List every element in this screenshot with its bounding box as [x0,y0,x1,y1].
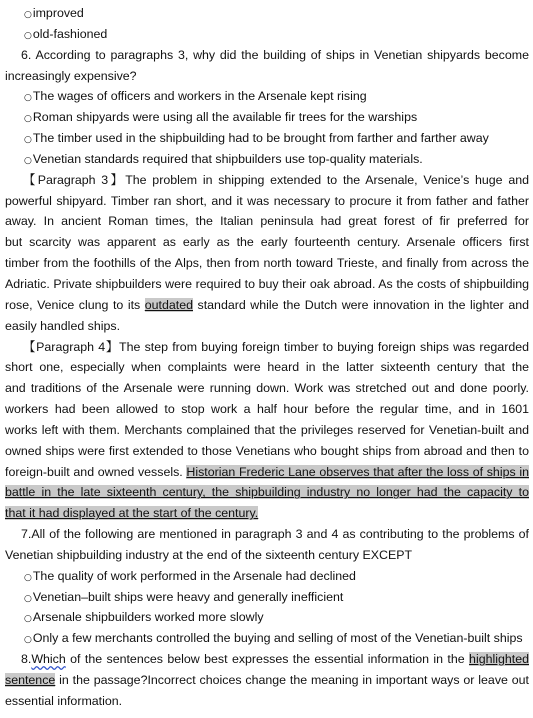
radio-bullet-icon: ○ [24,155,32,166]
paragraph-4-line-6: owned ships were first extended to those Venetians who bought ships from abroad and then to [5,443,529,458]
radio-bullet-icon: ○ [24,10,32,20]
radio-bullet-icon: ○ [24,135,32,146]
q6-option-roman-shipyards[interactable]: ○Roman shipyards were using all the available fir trees for the warships [24,110,418,125]
q7-option-heavy-ships[interactable]: ○Venetian–built ships were heavy and generally inefficient [24,589,344,604]
q6-option-wages[interactable]: ○The wages of officers and workers in the Arsenale kept rising [24,89,367,104]
radio-bullet-icon: ○ [24,114,32,125]
highlighted-word-outdated[interactable]: outdated [144,297,193,312]
paragraph-4-line-8 [5,482,529,503]
question-7-line-1: 7.All of the following are mentioned in paragraph 3 and 4 as contributing to the problems of [21,527,529,542]
paragraph-3-line-1: 【Paragraph 3】The problem in shipping extended to the Arsenale, Venice’s huge and [23,172,529,187]
highlighted-sentence-part-1[interactable]: Historian Frederic Lane observes that after the loss of ships in [186,464,529,479]
paragraph-4-line-2: short one, especially when complaints were heard in the latter sixteenth century that the [5,360,529,375]
radio-bullet-icon: ○ [24,572,32,583]
highlighted-word-sentence: sentence [5,673,56,687]
paragraph-4-line-5: works left with them. Merchants complained that the privileges reserved for Venetian-built and [5,422,529,437]
option-old-fashioned[interactable]: ○old-fashioned [24,26,108,41]
paragraph-3-line-4: but scarcity was apparent as early as the early fourteenth century. Arsenale officers first [5,235,529,250]
option-improved[interactable]: ○improved [24,6,84,20]
radio-bullet-icon: ○ [24,635,32,646]
paragraph-4-line-9 [5,503,529,524]
highlighted-sentence-part-2[interactable]: battle in the late sixteenth century, the shipbuilding industry no longer had the capacity to [5,485,529,503]
paragraph-4-line-3: and traditions of the Arsenale were running down. Work was stretched out and done poorly. [5,381,529,396]
question-6-line-1: 6. According to paragraphs 3, why did the building of ships in Venetian shipyards become [21,47,529,62]
paragraph-3-line-3: away. In ancient Roman times, the Italian peninsula had great forest of fir preferred for [5,214,529,229]
q6-option-timber-farther[interactable]: ○The timber used in the shipbuilding had to be brought from farther and farther away [24,131,489,146]
highlighted-sentence-part-3[interactable]: that it had displayed at the start of the century. [5,506,259,521]
paragraph-3-line-8: easily handled ships. [5,318,121,333]
q7-option-quality-declined[interactable]: ○The quality of work performed in the Arsenale had declined [24,568,356,583]
radio-bullet-icon: ○ [24,614,32,625]
radio-bullet-icon: ○ [24,30,32,41]
paragraph-4-line-1: 【Paragraph 4】The step from buying foreign timber to buying foreign ships was regarded [23,339,529,354]
question-8-line-3: essential information. [5,693,123,708]
paragraph-3-line-5: timber from the foothills of the Alps, then from north toward Trieste, and finally from across the [5,256,529,271]
paragraph-3-line-6: Adriatic. Private shipbuilders were required to buy their oak abroad. As the costs of shipbuilding [5,276,529,291]
q7-option-worked-slowly[interactable]: ○Arsenale shipbuilders worked more slowly [24,610,264,625]
radio-bullet-icon: ○ [24,93,32,104]
q6-option-venetian-standards[interactable]: ○Venetian standards required that shipbuilders use top-quality materials. [24,151,423,166]
spellcheck-word-which: Which [31,652,66,667]
paragraph-3-line-2: powerful shipyard. Timber ran short, and it was necessary to procure it from father and father [5,193,529,208]
highlighted-word-highlighted: highlighted [469,652,529,667]
paragraph-4-line-7: foreign-built and owned vessels. Historian Frederic Lane observes that after the loss of ships in [5,464,529,479]
q7-option-few-merchants[interactable]: ○Only a few merchants controlled the buying and selling of most of the Venetian-built ships [24,631,523,646]
question-6-line-2: increasingly expensive? [5,68,137,83]
paragraph-3-line-7: rose, Venice clung to its outdated standard while the Dutch were innovation in the lighter and [5,297,529,312]
radio-bullet-icon: ○ [24,593,32,604]
question-8-line-1: 8.Which of the sentences below best expresses the essential information in the highlighted [21,652,529,667]
paragraph-4-line-4: workers had been allowed to stop work a half hour before the regular time, and in 1601 [5,402,529,417]
question-8-line-2: sentence in the passage?Incorrect choices change the meaning in important ways or leave out [5,673,529,687]
question-7-line-2: Venetian shipbuilding industry at the end of the sixteenth century EXCEPT [5,547,413,562]
